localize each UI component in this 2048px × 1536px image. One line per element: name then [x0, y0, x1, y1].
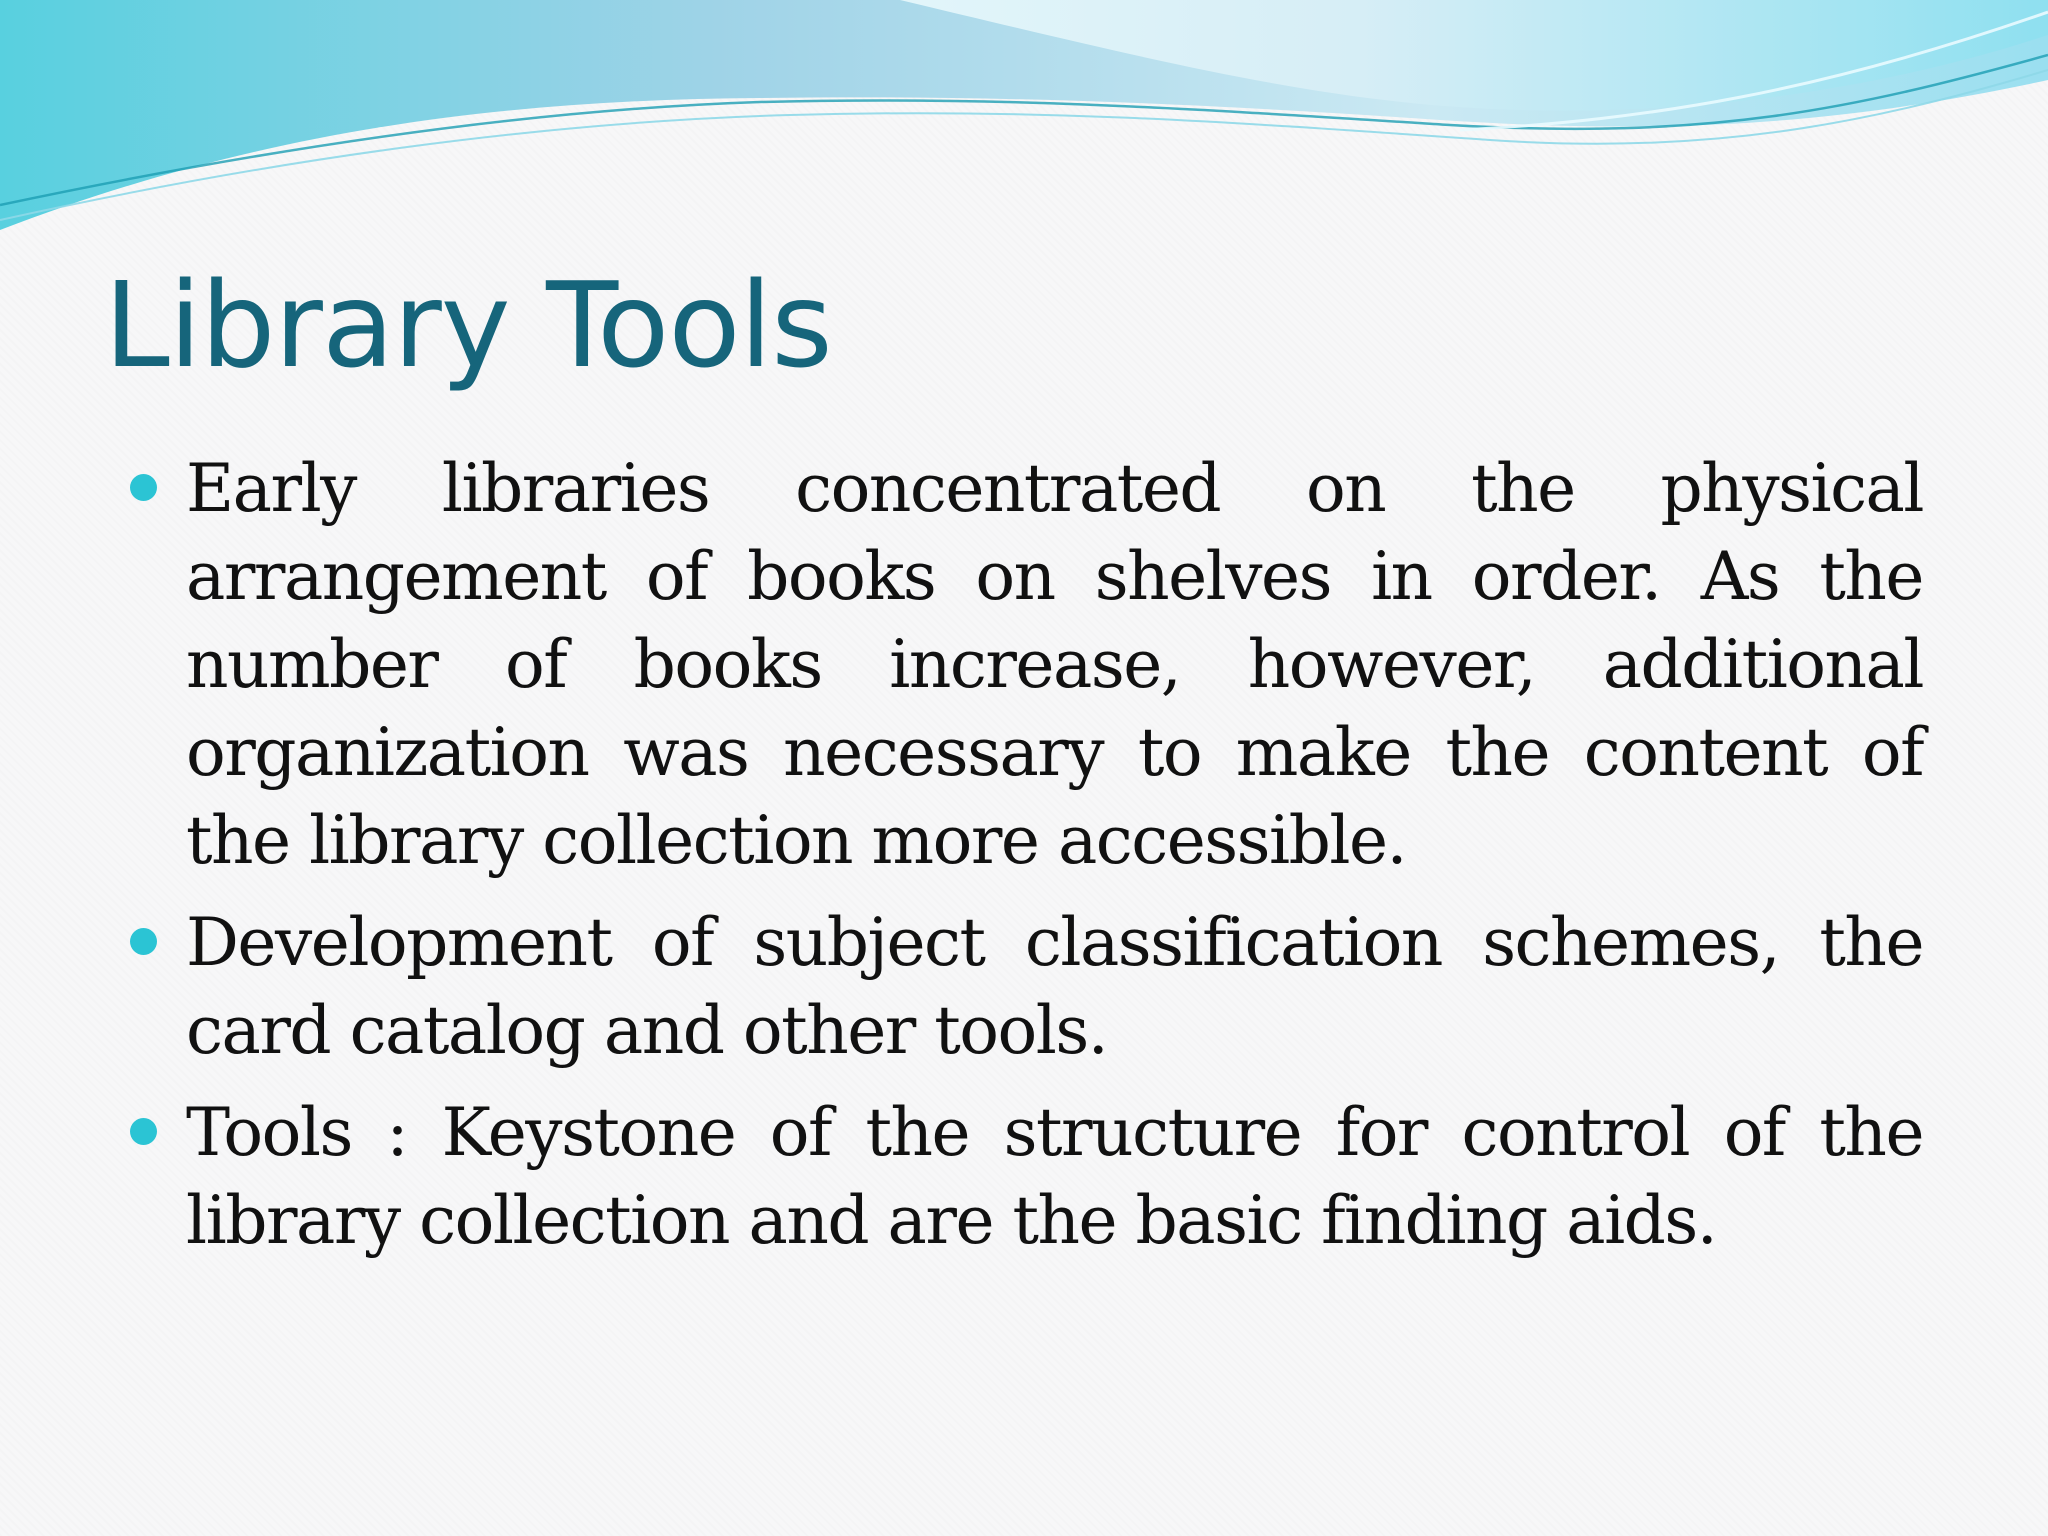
bullet-item: [128, 1089, 1923, 1265]
bullet-text: Early libraries concentrated on the physical arrangement of books on shelves in order. As the number of books increase, however, additional organization was necessary to make the content of the library collection more accessible.: [186, 450, 1923, 879]
bullet-item: [128, 445, 1923, 885]
bullet-icon: [130, 928, 157, 955]
bullet-icon: [130, 474, 157, 501]
bullet-item: [128, 899, 1923, 1075]
decorative-wave-header: [0, 0, 2048, 240]
bullet-icon: [130, 1118, 157, 1145]
bullet-text: Tools : Keystone of the structure for control of the library collection and are the basic finding aids.: [186, 1094, 1923, 1259]
slide-title: Library Tools: [104, 256, 832, 394]
bullet-list: [128, 445, 1923, 1279]
bullet-text: Development of subject classification schemes, the card catalog and other tools.: [186, 904, 1923, 1069]
